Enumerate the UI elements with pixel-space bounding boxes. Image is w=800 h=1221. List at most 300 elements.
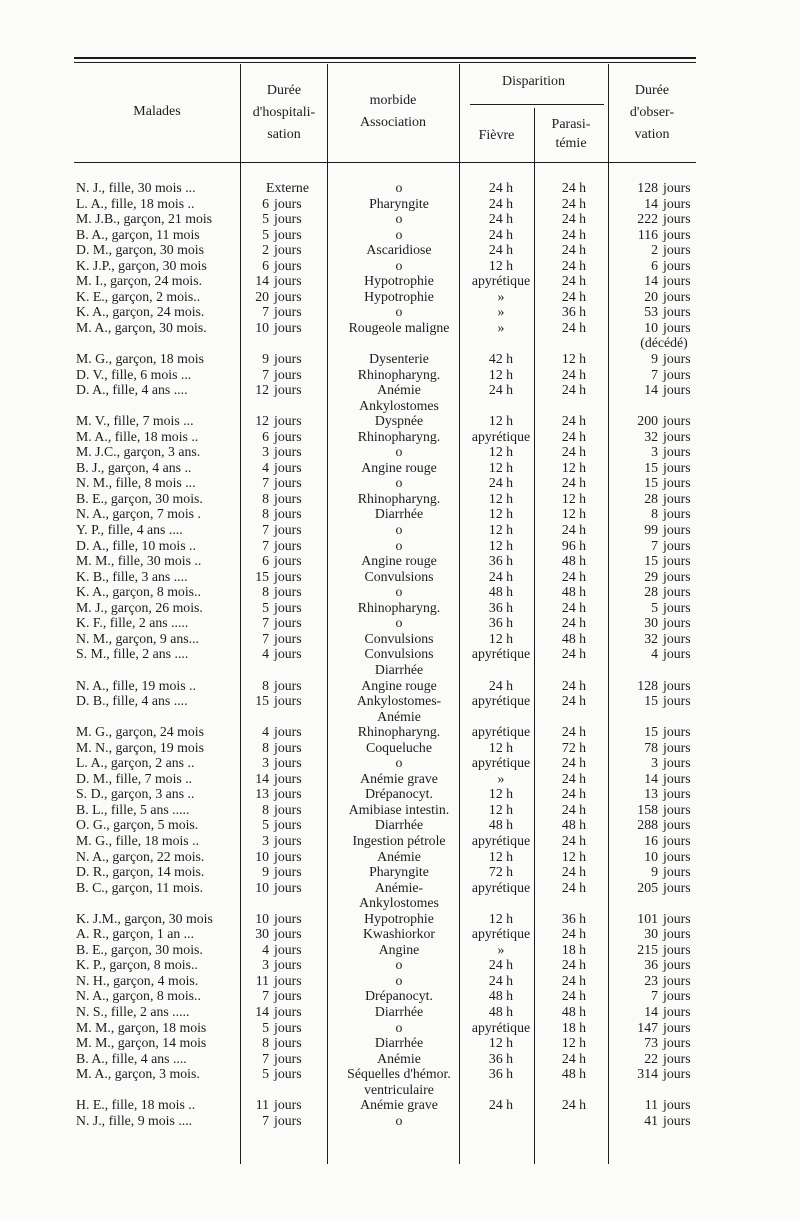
table-row [74, 693, 718, 709]
patient-cell: S. D., garçon, 3 ans .. [76, 786, 195, 802]
duree-hosp-value: 7 [262, 1112, 269, 1128]
patient-cell: A. R., garçon, 1 an ... [76, 926, 195, 942]
duree-hosp-value: 7 [262, 630, 269, 646]
parasitemie-cell: 24 h [561, 615, 587, 631]
duree-obs-unit: jours [663, 1066, 691, 1082]
duree-hosp-unit: jours [274, 864, 302, 880]
patient-cell: B. L., fille, 5 ans ..... [76, 801, 190, 817]
fievre-cell: » [497, 770, 505, 786]
duree-hosp-unit [269, 709, 334, 725]
duree-hosp-unit: jours [274, 724, 302, 740]
duree-hosp-value: 3 [262, 832, 269, 848]
association-cell: Convulsions [364, 646, 434, 662]
duree-hosp-unit: jours [274, 1050, 302, 1066]
parasitemie-cell: 24 h [561, 444, 587, 460]
top-rule [74, 57, 696, 59]
patient-cell: N. H., garçon, 4 mois. [76, 972, 199, 988]
association-cell: Kwashiorkor [362, 926, 436, 942]
parasitemie-cell [538, 1113, 610, 1129]
duree-obs-unit: jours [663, 475, 691, 491]
duree-hosp-value: 30 [255, 926, 269, 942]
duree-hosp-value [241, 335, 269, 351]
fievre-cell: 12 h [488, 1035, 514, 1051]
fievre-cell: apyrétique [471, 879, 531, 895]
duree-hosp-unit: jours [274, 226, 302, 242]
patient-cell: M. G., garçon, 24 mois [76, 724, 204, 740]
association-cell: Convulsions [364, 568, 434, 584]
duree-obs-value: 10 [644, 319, 658, 335]
table-row [74, 957, 718, 973]
duree-obs-value: 3 [651, 755, 658, 771]
table-row [74, 911, 718, 927]
table-row [74, 988, 718, 1004]
duree-obs-value: 158 [637, 801, 658, 817]
duree-obs-value: 29 [644, 568, 658, 584]
table-row [74, 864, 718, 880]
parasitemie-cell: 24 h [561, 693, 587, 709]
association-cell: o [395, 537, 403, 553]
fievre-cell: 48 h [488, 817, 514, 833]
duree-obs-note: (décédé) [640, 335, 688, 351]
table-row [74, 1020, 718, 1036]
parasitemie-cell: 24 h [561, 1050, 587, 1066]
patient-cell: N. A., garçon, 22 mois. [76, 848, 205, 864]
duree-hosp-value: 10 [255, 879, 269, 895]
fievre-cell: 24 h [488, 568, 514, 584]
parasitemie-cell: 24 h [561, 226, 587, 242]
duree-hosp-unit: jours [274, 584, 302, 600]
patient-cell: N. A., fille, 19 mois .. [76, 677, 196, 693]
table-row [74, 1082, 718, 1098]
duree-obs-unit: jours [663, 770, 691, 786]
patient-cell: B. A., fille, 4 ans .... [76, 1050, 187, 1066]
duree-obs-value: 4 [651, 646, 658, 662]
duree-hosp-unit: jours [274, 693, 302, 709]
patient-cell [74, 709, 241, 725]
parasitemie-cell: 24 h [561, 288, 587, 304]
fievre-cell: apyrétique [471, 926, 531, 942]
table-body [74, 180, 718, 1128]
duree-obs-value: 14 [644, 1003, 658, 1019]
table-row [74, 413, 718, 429]
duree-hosp-unit: jours [274, 257, 302, 273]
patient-cell: N. J., fille, 30 mois ... [76, 180, 196, 195]
duree-hosp-value: 3 [262, 444, 269, 460]
duree-obs-unit: jours [663, 366, 691, 382]
fievre-cell: apyrétique [471, 428, 531, 444]
patient-cell: S. M., fille, 2 ans .... [76, 646, 189, 662]
table-row [74, 320, 718, 336]
duree-obs-value: 28 [644, 584, 658, 600]
duree-hosp-value: 8 [262, 490, 269, 506]
fievre-cell: 36 h [488, 1066, 514, 1082]
table-row [74, 1004, 718, 1020]
association-cell: Anémie [377, 1050, 421, 1066]
duree-obs-unit: jours [663, 413, 691, 429]
parasitemie-cell: 12 h [561, 506, 587, 522]
parasitemie-cell: 48 h [561, 584, 587, 600]
duree-hosp-value [241, 1082, 269, 1098]
table-row [74, 724, 718, 740]
parasitemie-cell: 96 h [561, 537, 587, 553]
association-cell: Ankylostomes [359, 895, 439, 911]
duree-obs-value: 16 [644, 832, 658, 848]
parasitemie-cell [538, 662, 610, 678]
duree-hosp-value: 8 [262, 739, 269, 755]
patient-cell: M. J.C., garçon, 3 ans. [76, 444, 201, 460]
duree-obs-value: 147 [637, 1019, 658, 1035]
fievre-cell: 12 h [488, 490, 514, 506]
duree-obs-value: 2 [651, 242, 658, 258]
duree-hosp-unit: jours [274, 304, 302, 320]
duree-obs-unit: jours [663, 646, 691, 662]
fievre-cell: 36 h [488, 615, 514, 631]
duree-obs-unit: jours [663, 724, 691, 740]
duree-hosp-unit: jours [274, 910, 302, 926]
parasitemie-cell: 24 h [561, 864, 587, 880]
duree-obs-unit: jours [663, 801, 691, 817]
parasitemie-cell: 18 h [561, 1019, 587, 1035]
table-row [74, 429, 718, 445]
patient-cell: L. A., fille, 18 mois .. [76, 195, 195, 211]
table-row [74, 1066, 718, 1082]
patient-cell: K. A., garçon, 8 mois.. [76, 584, 201, 600]
duree-hosp-unit: jours [274, 677, 302, 693]
duree-hosp-value: 7 [262, 537, 269, 553]
duree-hosp-value: 10 [255, 910, 269, 926]
parasitemie-cell: 24 h [561, 786, 587, 802]
duree-hosp-value: 7 [262, 615, 269, 631]
fievre-cell: 42 h [488, 351, 514, 367]
parasitemie-cell: 24 h [561, 195, 587, 211]
duree-obs-unit: jours [663, 537, 691, 553]
association-cell: Rhinopharyng. [357, 366, 441, 382]
duree-hosp-unit: jours [274, 848, 302, 864]
duree-obs-unit: jours [663, 211, 691, 227]
table-row [74, 211, 718, 227]
duree-obs-unit: jours [663, 926, 691, 942]
table-row [74, 553, 718, 569]
duree-obs-value: 36 [644, 957, 658, 973]
patient-cell: D. R., garçon, 14 mois. [76, 864, 205, 880]
duree-obs-unit: jours [663, 1097, 691, 1113]
association-cell: Diarrhée [374, 506, 424, 522]
association-cell: o [395, 257, 403, 273]
association-cell: Dysenterie [369, 351, 429, 367]
table-row [74, 942, 718, 958]
patient-cell: M. J.B., garçon, 21 mois [76, 211, 213, 227]
association-cell [334, 335, 464, 351]
fievre-cell: 12 h [488, 506, 514, 522]
duree-hosp-unit: jours [274, 926, 302, 942]
table-row [74, 802, 718, 818]
duree-obs-value: 15 [644, 693, 658, 709]
duree-obs-unit: jours [663, 444, 691, 460]
duree-obs-unit: jours [663, 910, 691, 926]
patient-cell [74, 895, 241, 911]
association-cell: ventriculaire [364, 1081, 434, 1097]
duree-obs-value: 3 [651, 444, 658, 460]
duree-obs-value: 314 [637, 1066, 658, 1082]
table-row [74, 1035, 718, 1051]
duree-obs-value: 128 [637, 677, 658, 693]
table-row [74, 506, 718, 522]
parasitemie-cell: 48 h [561, 1003, 587, 1019]
patient-cell: K. P., garçon, 8 mois.. [76, 957, 198, 973]
duree-obs-unit: jours [663, 957, 691, 973]
patient-cell [74, 1082, 241, 1098]
patient-cell: M. A., fille, 18 mois .. [76, 428, 199, 444]
table-row [74, 817, 718, 833]
table-row [74, 880, 718, 896]
fievre-cell: 24 h [488, 475, 514, 491]
duree-hosp-unit [269, 895, 334, 911]
patient-cell: M. G., fille, 18 mois .. [76, 832, 200, 848]
duree-obs-unit: jours [663, 506, 691, 522]
parasitemie-cell: 24 h [561, 242, 587, 258]
parasitemie-cell: 24 h [561, 770, 587, 786]
association-cell: Hypotrophie [364, 273, 434, 289]
patient-cell: N. M., garçon, 9 ans... [76, 630, 199, 646]
duree-obs-unit: jours [663, 1003, 691, 1019]
duree-obs-unit: jours [663, 288, 691, 304]
fievre-cell: 24 h [488, 382, 514, 398]
duree-hosp-value: 7 [262, 988, 269, 1004]
duree-hosp-unit: jours [274, 273, 302, 289]
association-cell: Angine rouge [361, 677, 437, 693]
patient-cell: N. A., garçon, 7 mois . [76, 506, 201, 522]
association-cell: Anémie [377, 382, 421, 398]
duree-obs-unit: jours [663, 630, 691, 646]
association-cell: o [395, 972, 403, 988]
fievre-cell: 12 h [488, 786, 514, 802]
table-row [74, 1051, 718, 1067]
duree-obs-unit: jours [663, 584, 691, 600]
duree-obs-unit: jours [663, 755, 691, 771]
fievre-cell [464, 709, 538, 725]
fievre-cell: 12 h [488, 459, 514, 475]
fievre-cell: 36 h [488, 599, 514, 615]
duree-hosp-unit: jours [274, 568, 302, 584]
duree-hosp-value: 14 [255, 770, 269, 786]
association-cell: o [395, 957, 403, 973]
duree-hosp-unit: jours [274, 366, 302, 382]
duree-hosp-unit: jours [274, 646, 302, 662]
parasitemie-cell: 24 h [561, 568, 587, 584]
duree-obs-value: 32 [644, 428, 658, 444]
duree-hosp-value: 6 [262, 195, 269, 211]
patient-cell: D. V., fille, 6 mois ... [76, 366, 192, 382]
association-cell: o [395, 1019, 403, 1035]
duree-hosp-value: 20 [255, 288, 269, 304]
table-row [74, 740, 718, 756]
header-duree-hosp: Durée d'hospitali- sation [252, 83, 316, 142]
fievre-cell: apyrétique [471, 724, 531, 740]
fievre-cell: 12 h [488, 366, 514, 382]
association-cell: Anémie grave [360, 770, 438, 786]
fievre-cell [464, 662, 538, 678]
fievre-cell [464, 1113, 538, 1129]
fievre-cell: apyrétique [471, 832, 531, 848]
association-cell: Convulsions [364, 630, 434, 646]
duree-hosp-value: 8 [262, 1035, 269, 1051]
duree-obs-unit: jours [663, 677, 691, 693]
parasitemie-cell [538, 1082, 610, 1098]
duree-obs-unit: jours [663, 1019, 691, 1035]
duree-hosp-unit: jours [274, 211, 302, 227]
parasitemie-cell: 36 h [561, 304, 587, 320]
association-cell: Dyspnée [374, 413, 424, 429]
duree-obs-unit: jours [663, 864, 691, 880]
table-row [74, 569, 718, 585]
duree-obs-unit: jours [663, 599, 691, 615]
duree-obs-value: 7 [651, 366, 658, 382]
duree-hosp-unit: jours [274, 490, 302, 506]
association-cell: Amibiase intestin. [348, 801, 450, 817]
association-cell: Ingestion pétrole [352, 832, 446, 848]
patient-cell: M. V., fille, 7 mois ... [76, 413, 194, 429]
duree-hosp-unit: jours [274, 522, 302, 538]
duree-hosp-unit [269, 662, 334, 678]
duree-obs-unit [658, 709, 718, 725]
duree-obs-unit: jours [663, 817, 691, 833]
duree-hosp-value: 5 [262, 599, 269, 615]
fievre-cell: apyrétique [471, 1019, 531, 1035]
duree-obs-value: 9 [651, 864, 658, 880]
association-cell: Angine rouge [361, 553, 437, 569]
table-row [74, 367, 718, 383]
patient-cell: K. J.M., garçon, 30 mois [76, 910, 213, 926]
duree-hosp-value: 8 [262, 801, 269, 817]
fievre-cell: apyrétique [471, 755, 531, 771]
duree-hosp-unit: jours [274, 537, 302, 553]
duree-hosp-value: 7 [262, 1050, 269, 1066]
fievre-cell: 24 h [488, 242, 514, 258]
fievre-cell: 48 h [488, 1003, 514, 1019]
duree-hosp-unit [269, 398, 334, 414]
fievre-cell: 12 h [488, 910, 514, 926]
patient-cell: M. A., garçon, 3 mois. [76, 1066, 200, 1082]
duree-obs-value [610, 895, 658, 911]
duree-hosp-value: 4 [262, 941, 269, 957]
duree-hosp-value: 6 [262, 428, 269, 444]
association-cell: Angine rouge [361, 459, 437, 475]
duree-hosp-value: 11 [255, 1097, 269, 1113]
patient-cell: K. F., fille, 2 ans ..... [76, 615, 189, 631]
duree-obs-value: 116 [637, 226, 658, 242]
duree-hosp-value: 5 [262, 1066, 269, 1082]
duree-obs-value: 14 [644, 770, 658, 786]
parasitemie-cell: 24 h [561, 926, 587, 942]
patient-cell: B. J., garçon, 4 ans .. [76, 459, 192, 475]
patient-cell: B. C., garçon, 11 mois. [76, 879, 204, 895]
duree-hosp-value: 8 [262, 506, 269, 522]
association-cell: o [395, 615, 403, 631]
patient-cell: N. A., garçon, 8 mois.. [76, 988, 201, 1004]
table-row [74, 709, 718, 725]
association-cell: Rhinopharyng. [357, 599, 441, 615]
fievre-cell [464, 335, 538, 351]
header-duree-obs: Durée d'obser- vation [629, 83, 675, 142]
parasitemie-cell: 24 h [561, 1097, 587, 1113]
duree-obs-unit: jours [663, 568, 691, 584]
parasitemie-cell: 24 h [561, 366, 587, 382]
duree-hosp-value: 4 [262, 724, 269, 740]
duree-obs-value [610, 1082, 658, 1098]
duree-hosp-unit: jours [274, 801, 302, 817]
association-cell: o [395, 211, 403, 227]
duree-hosp-value: 10 [255, 319, 269, 335]
patient-cell: D. A., fille, 10 mois .. [76, 537, 196, 553]
parasitemie-cell: 48 h [561, 553, 587, 569]
duree-hosp-value: 14 [255, 1003, 269, 1019]
duree-obs-value: 9 [651, 351, 658, 367]
association-cell: Anémie- [374, 879, 424, 895]
association-cell: o [395, 1112, 403, 1128]
duree-hosp-value: 5 [262, 817, 269, 833]
table-row [74, 227, 718, 243]
fievre-cell: 36 h [488, 553, 514, 569]
parasitemie-cell: 24 h [561, 724, 587, 740]
duree-hosp-unit: jours [274, 615, 302, 631]
table-row [74, 398, 718, 414]
patient-cell: B. E., garçon, 30 mois. [76, 490, 203, 506]
patient-cell: N. S., fille, 2 ans ..... [76, 1003, 190, 1019]
patient-cell: M. I., garçon, 24 mois. [76, 273, 203, 289]
table-row [74, 1097, 718, 1113]
duree-obs-value [610, 398, 658, 414]
table-row [74, 538, 718, 554]
fievre-cell: 24 h [488, 226, 514, 242]
patient-cell: M. M., garçon, 14 mois [76, 1035, 207, 1051]
duree-obs-unit [658, 1082, 718, 1098]
duree-obs-unit: jours [663, 382, 691, 398]
association-cell: Angine [378, 941, 420, 957]
duree-obs-unit: jours [663, 848, 691, 864]
duree-obs-value: 8 [651, 506, 658, 522]
parasitemie-cell: 24 h [561, 211, 587, 227]
table-row [74, 849, 718, 865]
fievre-cell: 24 h [488, 1097, 514, 1113]
patient-cell: B. A., garçon, 11 mois [76, 226, 200, 242]
parasitemie-cell: 24 h [561, 832, 587, 848]
duree-hosp-unit: jours [274, 972, 302, 988]
duree-obs-unit: jours [663, 1112, 691, 1128]
fievre-cell: apyrétique [471, 273, 531, 289]
table-row [74, 631, 718, 647]
fievre-cell: 12 h [488, 848, 514, 864]
duree-hosp-value [241, 662, 269, 678]
patient-cell: M. J., garçon, 26 mois. [76, 599, 203, 615]
duree-obs-unit: jours [663, 180, 691, 195]
association-cell: Diarrhée [374, 817, 424, 833]
duree-obs-unit: jours [663, 273, 691, 289]
table-row [74, 289, 718, 305]
duree-obs-value: 78 [644, 739, 658, 755]
duree-hosp-value: 7 [262, 522, 269, 538]
patient-cell: D. B., fille, 4 ans .... [76, 693, 188, 709]
association-cell: Hypotrophie [364, 910, 434, 926]
duree-hosp-unit: jours [274, 1035, 302, 1051]
parasitemie-cell: 36 h [561, 910, 587, 926]
duree-obs-unit: jours [663, 988, 691, 1004]
duree-obs-unit: jours [663, 351, 691, 367]
duree-obs-value: 20 [644, 288, 658, 304]
duree-obs-unit: jours [663, 615, 691, 631]
parasitemie-cell: 18 h [561, 941, 587, 957]
duree-hosp-value: 7 [262, 475, 269, 491]
patient-cell: K. J.P., garçon, 30 mois [76, 257, 207, 273]
